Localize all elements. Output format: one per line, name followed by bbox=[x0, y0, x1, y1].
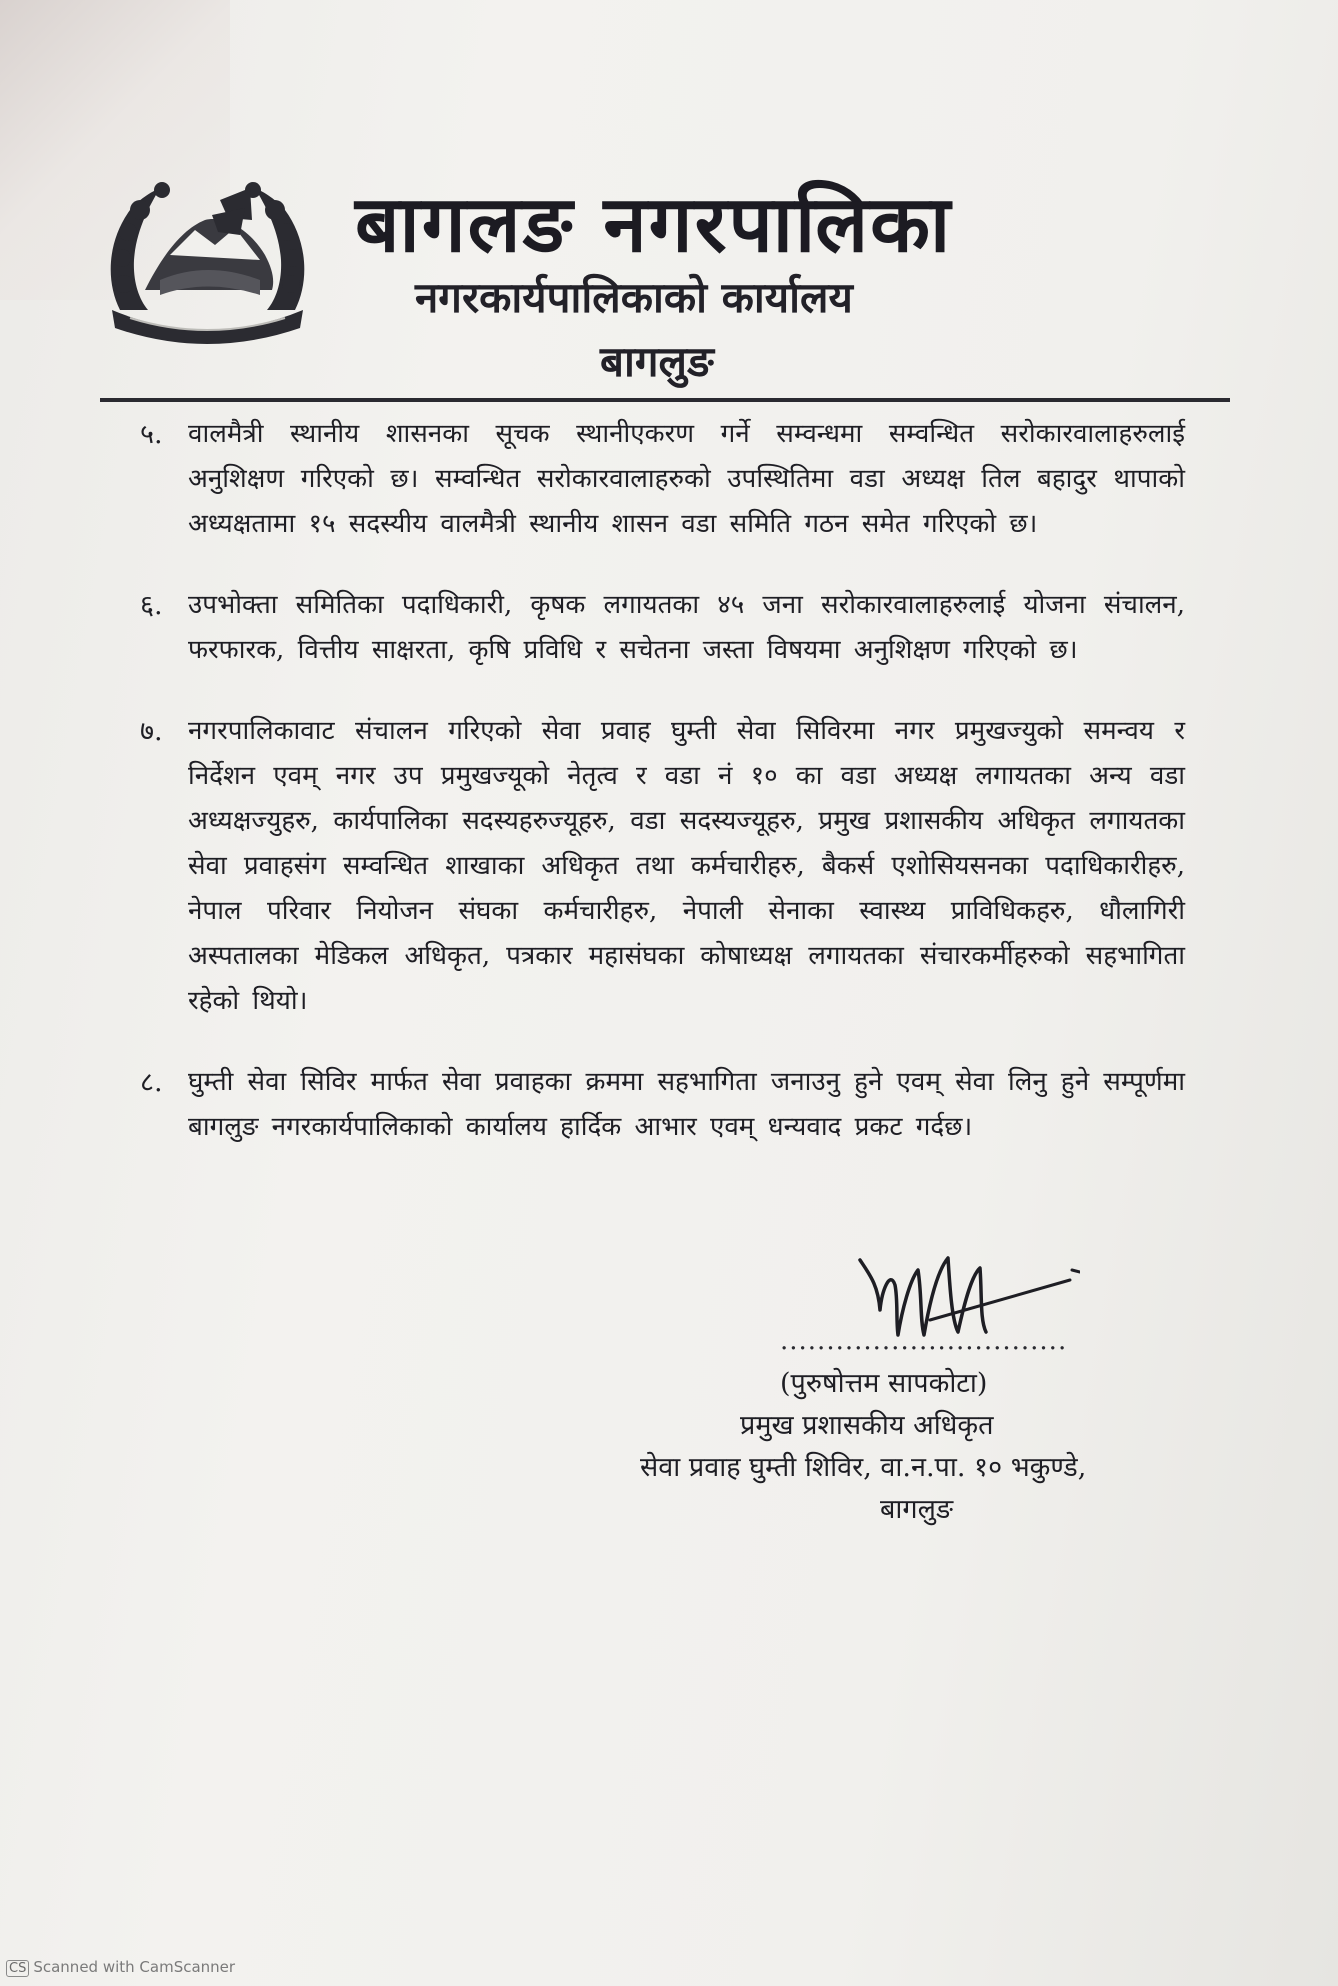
signature-city: बागलुङ bbox=[880, 1494, 954, 1525]
list-item bbox=[140, 709, 1185, 1024]
item-text: नगरपालिकावाट संचालन गरिएको सेवा प्रवाह घुम्ती सेवा सिविरमा नगर प्रमुखज्युको समन्वय र निर्देशन एवम् नगर उप प्रमुखज्यूको नेतृत्व र वडा नं १० का वडा अध्यक्ष लगायतका अन्य वडा अध्यक्षज्युहरु, कार्यपालिका सदस्यहरुज्यूहरु, वडा सदस्यज्यूहरु, प्रमुख प्रशासकीय अधिकृत लगायतका सेवा प्रवाहसंग सम्वन्धित शाखाका अधिकृत तथा कर्मचारीहरु, बैकर्स एशोसियसनका पदाधिकारीहरु, नेपाल परिवार नियोजन संघका कर्मचारीहरु, नेपाली सेनाका स्वास्थ्य प्राविधिकहरु, धौलागिरी अस्पतालका मेडिकल अधिकृत, पत्रकार महासंघका कोषाध्यक्ष लगायतका संचारकर्मीहरुको सहभागिता रहेको थियो। bbox=[188, 716, 1185, 1016]
item-number: ८. bbox=[140, 1067, 163, 1098]
signatory-designation: प्रमुख प्रशासकीय अधिकृत bbox=[740, 1410, 994, 1441]
header-divider bbox=[100, 398, 1230, 402]
list-item bbox=[140, 1060, 1185, 1150]
item-text: वालमैत्री स्थानीय शासनका सूचक स्थानीएकरण गर्ने सम्वन्धमा सम्वन्धित सरोकारवालाहरुलाई अनुशिक्षण गरिएको छ। सम्वन्धित सरोकारवालाहरुको उपस्थितिमा वडा अध्यक्ष तिल बहादुर थापाको अध्यक्षतामा १५ सदस्यीय वालमैत्री स्थानीय शासन वडा समिति गठन समेत गरिएको छ। bbox=[188, 419, 1185, 539]
office-city: बागलुङ bbox=[600, 337, 714, 386]
item-text: घुम्ती सेवा सिविर मार्फत सेवा प्रवाहका क्रममा सहभागिता जनाउनु हुने एवम् सेवा लिनु हुने सम्पूर्णमा बागलुङ नगरकार्यपालिकाको कार्यालय हार्दिक आभार एवम् धन्यवाद प्रकट गर्दछ। bbox=[188, 1067, 1185, 1142]
scanner-watermark bbox=[6, 1958, 235, 1982]
numbered-points-list bbox=[140, 412, 1185, 1186]
list-item bbox=[140, 583, 1185, 673]
office-subtitle: नगरकार्यपालिकाको कार्यालय bbox=[415, 273, 853, 322]
signature-dotted-line: ............................... bbox=[780, 1326, 1068, 1356]
item-number: ७. bbox=[140, 716, 163, 747]
signature-block bbox=[640, 1240, 1200, 1525]
municipality-title: बागलङ नगरपालिका bbox=[355, 179, 953, 270]
signatory-name: (पुरुषोत्तम सापकोटा) bbox=[780, 1368, 988, 1399]
item-number: ६. bbox=[140, 590, 163, 621]
scanner-watermark-text: Scanned with CamScanner bbox=[33, 1958, 236, 1976]
item-text: उपभोक्ता समितिका पदाधिकारी, कृषक लगायतका ४५ जना सरोकारवालाहरुलाई योजना संचालन, फरफारक, वित्तीय साक्षरता, कृषि प्रविधि र सचेतना जस्ता विषयमा अनुशिक्षण गरिएको छ। bbox=[188, 590, 1185, 665]
municipality-emblem-logo bbox=[100, 160, 315, 350]
list-item bbox=[140, 412, 1185, 547]
item-number: ५. bbox=[140, 419, 163, 450]
signature-place-line: सेवा प्रवाह घुम्ती शिविर, वा.न.पा. १० भकुण्डे, bbox=[640, 1452, 1087, 1483]
camscanner-logo-icon: CS bbox=[6, 1960, 29, 1977]
